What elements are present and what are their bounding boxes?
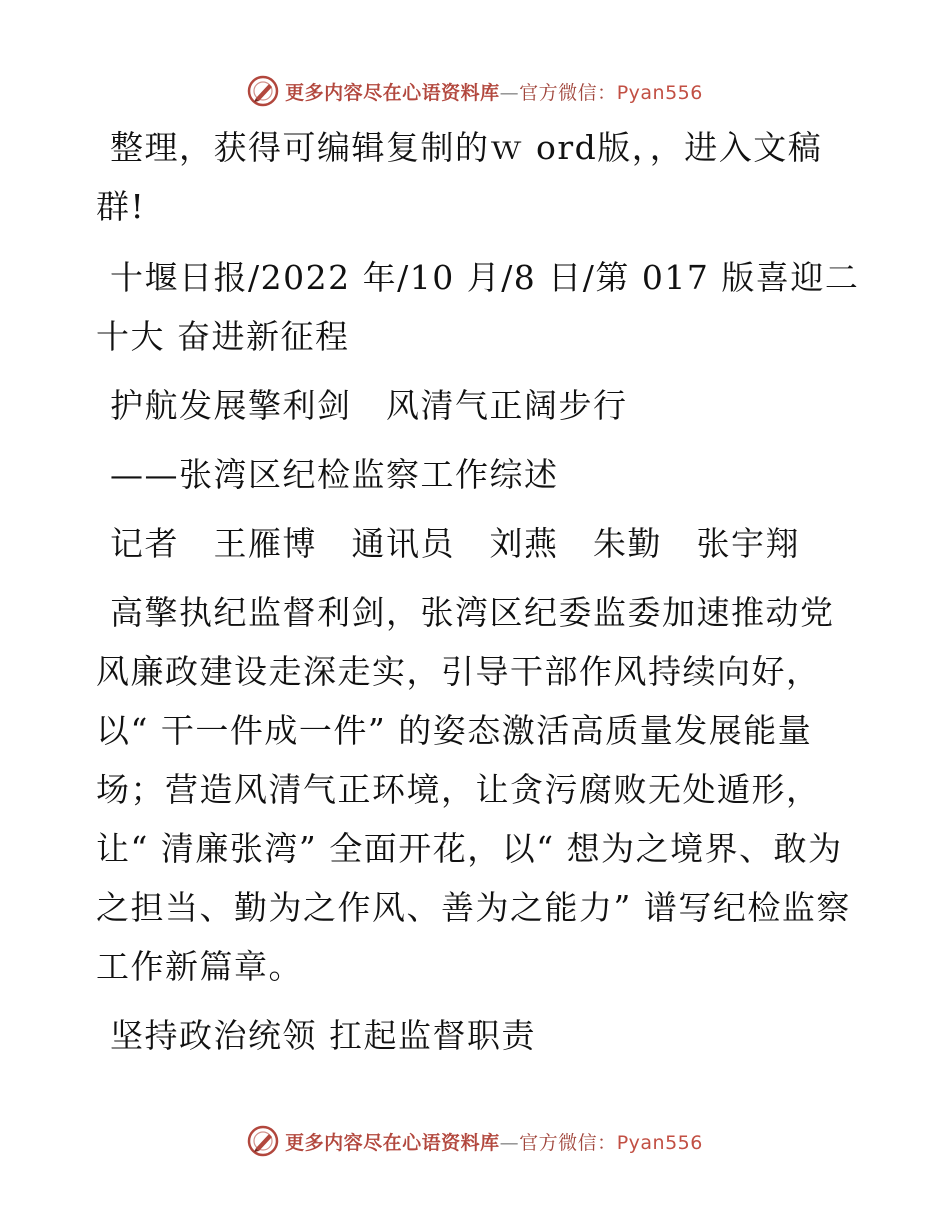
banner-text	[285, 78, 703, 105]
footer-banner	[0, 1121, 950, 1161]
pen-logo-icon	[247, 75, 279, 107]
banner-wechat-id: Pyan556	[616, 81, 703, 104]
article-subtitle: ——张湾区纪检监察工作综述	[110, 455, 559, 494]
banner-official-label: 官方微信	[519, 1131, 598, 1154]
banner-colon: ：	[597, 1131, 617, 1154]
source-line: 十堰日报/2022 年/10 月/8 日/第 017 版喜迎二十大 奋进新征程	[96, 258, 860, 356]
intro-paragraph: 整理，获得可编辑复制的ｗ ord版，，进入文稿群!	[96, 128, 823, 226]
banner-colon: ：	[597, 81, 617, 104]
banner-official-label: 官方微信	[519, 81, 598, 104]
pen-logo-icon	[247, 1125, 279, 1157]
banner-main-text: 更多内容尽在心语资料库	[285, 81, 500, 104]
banner-main-text: 更多内容尽在心语资料库	[285, 1131, 500, 1154]
section-heading: 坚持政治统领 扛起监督职责	[110, 1016, 536, 1055]
banner-wechat-id: Pyan556	[616, 1131, 703, 1154]
banner-dash: —	[499, 1131, 520, 1154]
banner-dash: —	[499, 81, 520, 104]
banner-text	[285, 1128, 703, 1155]
document-body	[96, 118, 866, 1065]
article-title: 护航发展擎利剑 风清气正阔步行	[110, 386, 628, 425]
header-banner	[0, 71, 950, 111]
byline: 记者 王雁博 通讯员 刘燕 朱勤 张宇翔	[110, 524, 800, 563]
body-paragraph: 高擎执纪监督利剑，张湾区纪委监委加速推动党风廉政建设走深走实，引导干部作风持续向好，以“ 干一件成一件” 的姿态激活高质量发展能量场；营造风清气正环境，让贪污腐败无处遁形，让“ 清廉张湾” 全面开花，以“ 想为之境界、敢为之担当、勤为之作风、善为之能力” 谱写纪检监察工作新篇章。	[96, 593, 851, 986]
